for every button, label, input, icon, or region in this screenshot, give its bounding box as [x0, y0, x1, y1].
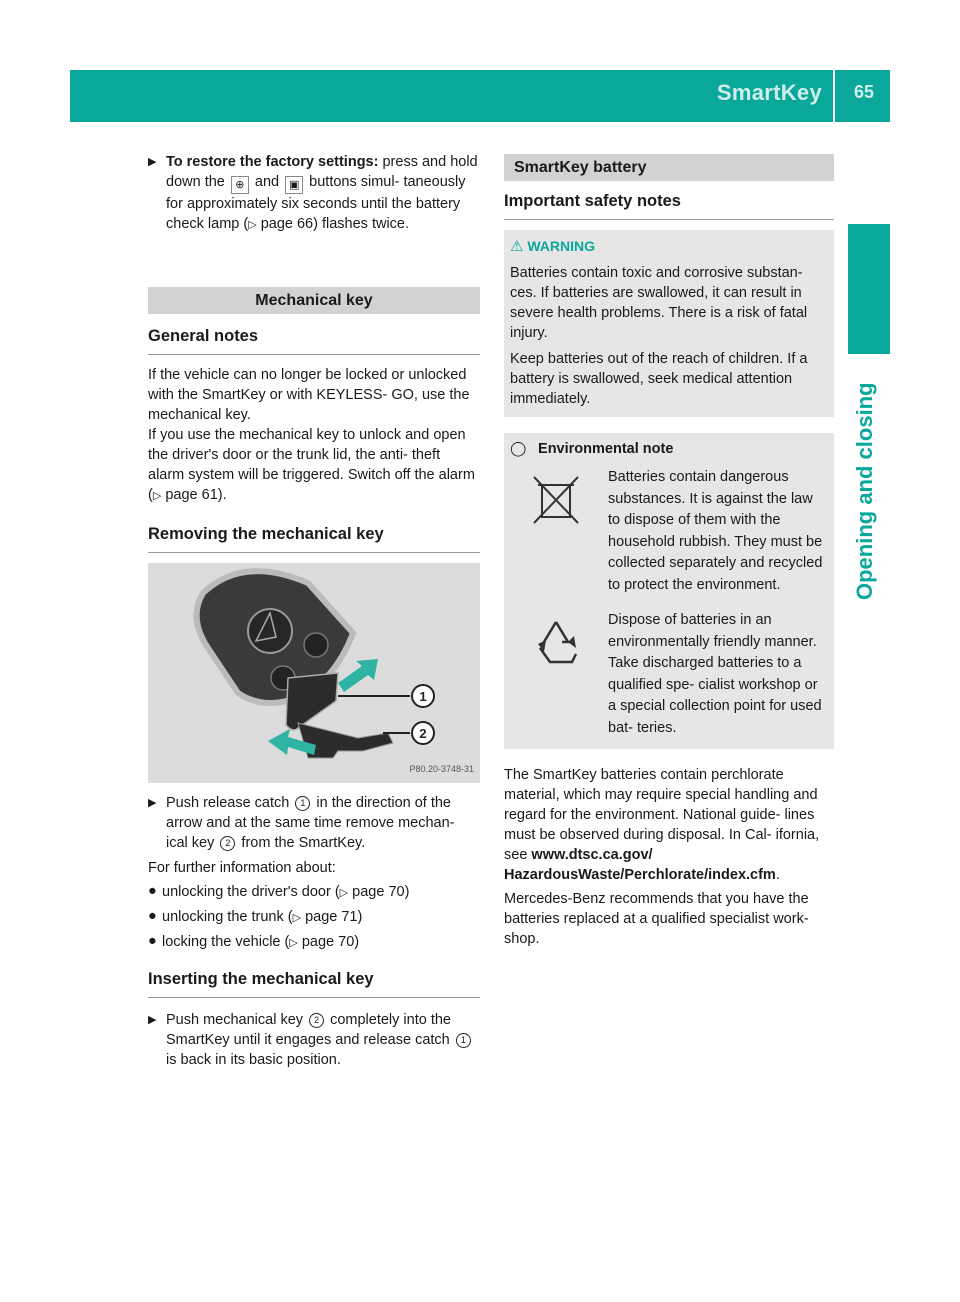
side-tab-label: Opening and closing: [852, 382, 877, 600]
figure-callout-1: 1: [419, 689, 427, 704]
perchlorate-text: The SmartKey batteries contain perchlorate material, which may require special handling and regard for the environment. National guide- lines must be observed during disposal. In Cal- ifornia, see: [504, 767, 820, 863]
header-divider: [833, 70, 835, 122]
further-intro: For further information about:: [148, 860, 336, 876]
heading-inserting-key: Inserting the mechanical key: [148, 969, 480, 998]
insert-step: [148, 1010, 480, 1070]
page-title: SmartKey: [716, 80, 822, 105]
warning-box: [504, 230, 834, 417]
step-arrow-icon: ▶: [148, 797, 157, 809]
restore-step: [148, 152, 480, 235]
restore-text-3: buttons simul- taneously for approximately six seconds until the battery check lamp (: [166, 174, 466, 232]
restore-page-ref[interactable]: page 66: [260, 216, 314, 232]
page-number: 65: [853, 82, 874, 102]
key-removal-figure: [148, 563, 480, 783]
warning-title-text: WARNING: [527, 238, 596, 254]
warning-p2: Keep batteries out of the reach of children. If a battery is swallowed, seek medical attention immediately.: [510, 351, 808, 407]
crossed-bin-icon: [528, 471, 584, 527]
callout-1-icon: 1: [295, 796, 310, 811]
restore-step-lead: To restore the factory settings:: [166, 154, 379, 170]
callout-2-icon: 2: [220, 836, 235, 851]
heading-removing-key: Removing the mechanical key: [148, 524, 480, 553]
further-item-end: ): [357, 909, 363, 925]
right-column: [504, 154, 834, 949]
step-arrow-icon: ▶: [148, 156, 157, 168]
restore-text-2: and: [250, 174, 284, 190]
step-arrow-icon: ▶: [148, 1014, 157, 1026]
bullet-icon: ●: [148, 933, 157, 949]
insert-text-2: completely into the SmartKey until it engages and release catch: [166, 1012, 454, 1048]
heading-safety-notes: Important safety notes: [504, 191, 834, 220]
page-ref-icon: ▷: [339, 887, 349, 899]
remove-step: [148, 793, 480, 853]
lightbulb-icon: ◯: [510, 441, 527, 457]
environmental-note-box: [504, 433, 834, 749]
general-p2-text: If you use the mechanical key to unlock and open the driver's door or the trunk lid, the anti- theft alarm system will be triggered. Switch off the alarm (: [148, 427, 475, 503]
restore-text-1: press and hold down the: [166, 154, 478, 190]
warning-p1: Batteries contain toxic and corrosive substan- ces. If batteries are swallowed, it can result in severe health problems. There is a risk of fatal injury.: [510, 265, 808, 341]
env-row-battery-bin: [510, 467, 826, 596]
further-item-ref[interactable]: page 71: [305, 909, 358, 925]
page-ref-icon: ▷: [152, 490, 162, 502]
further-item: [148, 882, 480, 903]
general-p2-end: ).: [217, 487, 227, 503]
perchlorate-end: .: [775, 867, 780, 883]
key-illustration: [148, 563, 480, 783]
insert-text-3: is back in its basic position.: [166, 1052, 341, 1068]
env-note-p1: Batteries contain dangerous substances. It is against the law to dispose of them with the household rubbish. They must be collected separately and recycled to protect the environment.: [608, 469, 823, 593]
perchlorate-paragraph: [504, 765, 834, 885]
heading-general-notes: General notes: [148, 326, 480, 355]
remove-text-2: in the direction of the arrow and at the same time remove mechan- ical key: [166, 795, 455, 851]
callout-2-icon: 2: [309, 1013, 324, 1028]
bullet-icon: ●: [148, 883, 157, 899]
page-ref-icon: ▷: [292, 912, 302, 924]
insert-text-1: Push mechanical key: [166, 1012, 308, 1028]
section-smartkey-battery: SmartKey battery: [504, 154, 834, 181]
further-item-text: locking the vehicle (: [162, 934, 290, 950]
general-p2-ref[interactable]: page 61: [165, 487, 218, 503]
further-item-text: unlocking the trunk (: [162, 909, 293, 925]
lock-icon: ▣: [285, 176, 303, 194]
unlock-icon: ⊕: [231, 176, 249, 194]
page-ref-icon: ▷: [248, 219, 257, 231]
bullet-icon: ●: [148, 908, 157, 924]
figure-callout-2: 2: [419, 726, 427, 741]
further-item: [148, 907, 480, 928]
side-tab-marker: [848, 224, 890, 354]
dtsc-link[interactable]: www.dtsc.ca.gov/ HazardousWaste/Perchlorate/index.cfm: [504, 847, 776, 883]
further-item-end: ): [404, 884, 410, 900]
further-item-text: unlocking the driver's door (: [162, 884, 340, 900]
remove-text-3: from the SmartKey.: [237, 835, 366, 851]
further-item-ref[interactable]: page 70: [301, 934, 355, 950]
warning-triangle-icon: ⚠: [510, 238, 524, 255]
env-note-title-text: Environmental note: [538, 441, 674, 457]
general-notes-p1: If the vehicle can no longer be locked or unlocked with the SmartKey or with KEYLESS- GO, use the mechanical key.: [148, 367, 470, 423]
header-bar: [70, 70, 890, 122]
restore-text-4: ) flashes twice.: [313, 216, 410, 232]
env-note-p2: Dispose of batteries in an environmentally friendly manner. Take discharged batteries to a qualified spe- cialist workshop or a special collection point for used bat- teries.: [608, 612, 822, 736]
section-mechanical-key: Mechanical key: [148, 287, 480, 314]
recycle-icon: [528, 614, 584, 670]
further-item-end: ): [354, 934, 360, 950]
remove-text-1: Push release catch: [166, 795, 294, 811]
further-item: [148, 932, 480, 953]
recommendation-paragraph: Mercedes-Benz recommends that you have the batteries replaced at a qualified specialist work- shop.: [504, 891, 809, 947]
figure-code: P80.20-3748-31: [409, 764, 474, 774]
further-item-ref[interactable]: page 70: [352, 884, 405, 900]
general-notes-p2: [148, 425, 480, 506]
page-ref-icon: ▷: [289, 937, 298, 949]
warning-title: [510, 236, 826, 257]
callout-1-icon: 1: [456, 1033, 471, 1048]
env-note-title: [510, 439, 826, 459]
env-row-recycle: [510, 610, 826, 739]
left-column: [148, 152, 480, 1070]
